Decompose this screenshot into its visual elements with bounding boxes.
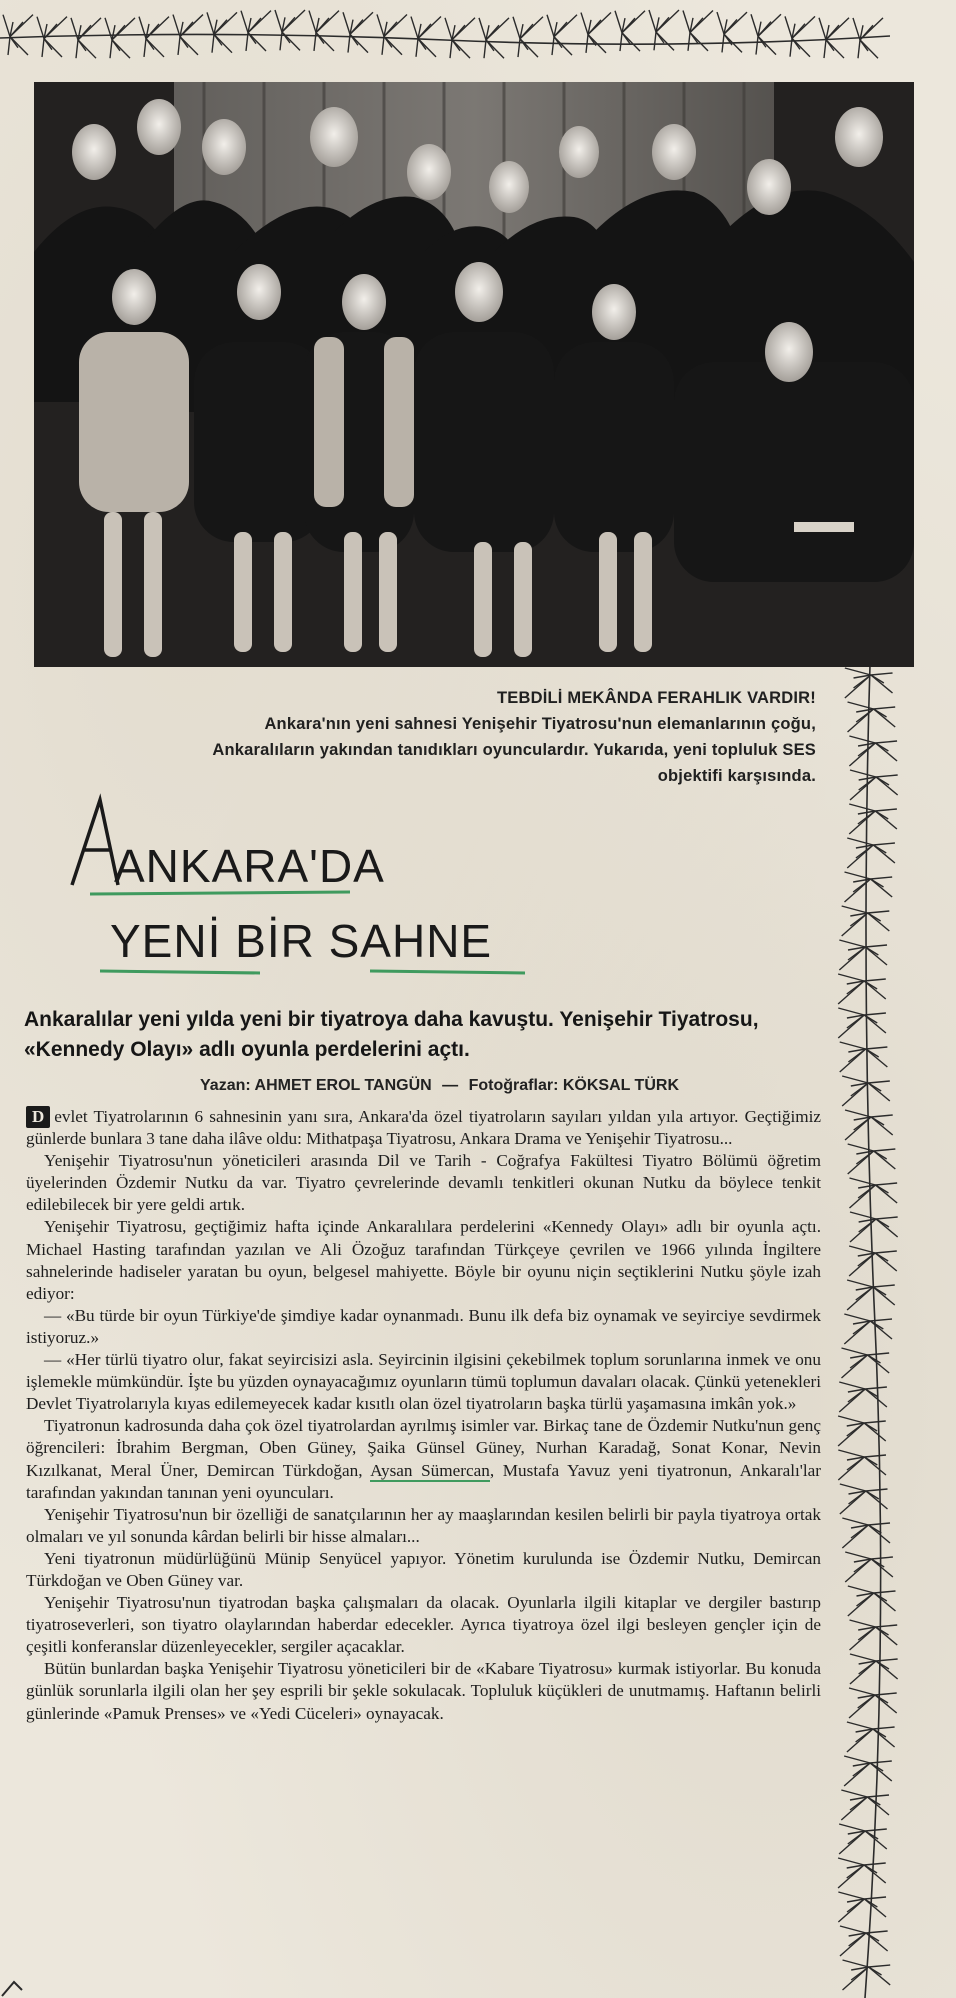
pine-needle (850, 1654, 876, 1661)
pine-needle (845, 675, 871, 698)
paragraph: Yenişehir Tiyatrosu'nun bir özelliği de sanatçılarının her ay maaşlarından kesilen belirli bir payla tiyatroya ortak olmaları ve yıl sonunda kârdan belirli bir hisse almaları... (26, 1504, 821, 1546)
article-body (26, 1106, 821, 1725)
pine-needle (876, 1627, 898, 1645)
pine-needle (840, 1484, 866, 1491)
pine-needle (847, 1722, 873, 1729)
pine-needle (845, 1117, 871, 1140)
photo-caption (176, 685, 816, 789)
pine-needle (838, 1858, 864, 1865)
pine-needle (841, 1790, 867, 1797)
pine-needle (484, 40, 486, 58)
pine-needle (841, 1355, 867, 1378)
pine-needle (554, 15, 577, 37)
pine-needle (418, 39, 436, 57)
pine-needle (849, 804, 875, 811)
pine-needle (384, 14, 407, 36)
pine-needle (309, 11, 316, 33)
pine-needle (841, 1797, 867, 1820)
pine-needle (874, 707, 896, 709)
pine-needle (850, 1661, 876, 1684)
pine-needle (867, 1795, 889, 1797)
pine-needle (860, 40, 878, 58)
pine-needle (845, 668, 871, 675)
pine-needle (849, 743, 875, 766)
pine-needle (864, 1899, 886, 1917)
pine-needle (870, 1763, 892, 1781)
headline-initial-a (72, 800, 118, 885)
pine-needle (844, 1763, 870, 1786)
pine-needle (588, 13, 611, 35)
pine-needle (756, 36, 758, 54)
pine-needle (418, 17, 441, 39)
pine-needle (479, 18, 486, 40)
pine-needle (615, 11, 622, 33)
pine-needle (212, 34, 214, 52)
byline-photos: Fotoğraflar: KÖKSAL TÜRK (468, 1077, 679, 1094)
pine-needle (838, 1450, 864, 1457)
pine-needle (8, 37, 10, 55)
pine-needle (865, 947, 887, 965)
pine-needle (871, 1117, 893, 1135)
pine-needle (847, 1280, 873, 1287)
pine-needle (873, 843, 895, 845)
pine-needle (865, 1387, 887, 1389)
pine-needle (840, 1926, 866, 1933)
pine-needle (871, 1559, 893, 1577)
paragraph: Yenişehir Tiyatrosu'nun tiyatrodan başka çalışmaları da olacak. Oyunlarla ilgili kitaplar ve dergiler bastırıp tiyatroseverleri, son tiyatro olaylarından haberdar edecekler. Ayrıca tiyatroya özel ilgi besleyen gençler için de çeşitli konferanslar düzenleyecekler, sergiler açacaklar. (26, 1593, 821, 1657)
pine-needle (838, 1416, 864, 1423)
pine-needle (10, 37, 28, 55)
pine-needle (350, 12, 373, 34)
pine-needle (841, 1348, 867, 1355)
pine-needle (864, 1865, 886, 1883)
green-underline (370, 971, 525, 973)
pine-needle (868, 1081, 890, 1083)
pine-needle (874, 709, 896, 727)
pine-needle (874, 1149, 896, 1151)
pine-needle (37, 17, 44, 39)
pine-needle (864, 1423, 886, 1441)
pine-needle (875, 743, 897, 761)
byline-separator: — (442, 1077, 459, 1094)
pine-needle (873, 1727, 895, 1729)
pine-needle (656, 32, 674, 50)
pine-needle (867, 1355, 889, 1373)
pine-needle (876, 1219, 898, 1237)
paragraph-text: evlet Tiyatrolarının 6 sahnesinin yanı sıra, Ankara'da özel tiyatroların sayıları yıldan yıla artıyor. Geçtiğimiz günlerde bunlara 3 tane daha ilâve oldu: Mithatpaşa Tiyatrosu, Ankara Drama ve Yenişehir Tiyatrosu... (26, 1107, 821, 1149)
pine-needle (876, 777, 898, 795)
pine-needle (871, 879, 893, 897)
pine-needle (758, 14, 781, 36)
pine-needle (838, 1899, 864, 1922)
pine-needle (866, 1049, 888, 1067)
pine-needle (316, 11, 339, 33)
pine-needle (110, 40, 112, 58)
pine-needle (868, 1525, 890, 1543)
pine-needle (843, 1967, 869, 1990)
pine-needle (870, 1321, 892, 1339)
pine-needle (842, 1083, 868, 1106)
pine-needle (275, 10, 282, 32)
pine-needle (654, 32, 656, 50)
pine-needle (875, 741, 897, 743)
pine-needle (452, 18, 475, 40)
pine-needle (848, 1144, 874, 1151)
pine-needle (849, 811, 875, 834)
pine-needle (845, 1552, 871, 1559)
pine-needle (722, 34, 724, 52)
pine-needle (842, 906, 868, 913)
corner-ornament-icon (0, 1962, 30, 1998)
pine-needle (751, 14, 758, 36)
pine-needle (847, 1729, 873, 1752)
pine-needle (864, 1897, 886, 1899)
pine-needle (842, 913, 868, 936)
pine-needle (839, 1382, 865, 1389)
pine-needle (850, 1627, 876, 1650)
pine-needle (282, 10, 305, 32)
pine-needle (848, 709, 874, 732)
paragraph-text: , Mustafa Yavuz yeni tiyatronun, Ankaralı'lar tarafından yakından tanınan yeni oyuncuları. (26, 1460, 821, 1502)
pine-needle (864, 981, 886, 999)
pine-needle (717, 12, 724, 34)
pine-needle (868, 913, 890, 931)
pine-needle (868, 911, 890, 913)
pine-needle (78, 18, 101, 40)
pine-needle (838, 981, 864, 1004)
pine-needle (842, 1518, 868, 1525)
pine-needle (866, 1047, 888, 1049)
pine-needle (844, 1321, 870, 1344)
pine-needle (144, 39, 146, 57)
paragraph: Yeni tiyatronun müdürlüğünü Münip Senyücel yapıyor. Yönetim kurulunda ise Özdemir Nutku, Demircan Türkdoğan ve Oben Güney var. (26, 1548, 821, 1590)
quote-paragraph: — «Her türlü tiyatro olur, fakat seyircisizi asla. Seyircinin ilgisini çekebilmek toplum sorunlarına inmek ve onu işlemekle mümkündür. İşte bu yüzden oynayacağımız oyunların tümü toplumun davaları olacak. Çünkü yetenekleri Devlet Tiyatrolarıyla kıyas edilemeyecek kadar kısıtlı olan özel tiyatroların başka türlü yaşamasına imkân yok.» (26, 1350, 821, 1414)
pine-needle (547, 15, 554, 37)
pine-border-right (815, 665, 925, 1998)
pine-needle (724, 12, 747, 34)
pine-needle (867, 1353, 889, 1355)
pine-needle (384, 36, 402, 54)
pine-needle (875, 809, 897, 811)
headline-line-1: ANKARA'DA (114, 840, 385, 892)
pine-needle (865, 1831, 887, 1849)
pine-needle (864, 1421, 886, 1423)
drop-cap: D (26, 1106, 50, 1128)
pine-needle (871, 673, 893, 675)
pine-needle (871, 675, 893, 693)
pine-needles (838, 668, 898, 1990)
pine-needle (112, 18, 135, 40)
pine-needle (649, 10, 656, 32)
pine-needle (518, 39, 520, 57)
pine-needle (173, 15, 180, 37)
pine-needle (445, 18, 452, 40)
pine-border-top (0, 0, 890, 72)
pine-needle (248, 11, 271, 33)
pine-needle (848, 1586, 874, 1593)
pine-needle (839, 940, 865, 947)
pine-needle (486, 18, 509, 40)
pine-needle (866, 1491, 888, 1509)
pine-needle (581, 13, 588, 35)
pine-needle (843, 1960, 869, 1967)
pine-needle (849, 1178, 875, 1185)
pine-needle (178, 37, 180, 55)
pine-needle (858, 40, 860, 58)
paragraph (26, 1415, 821, 1503)
pine-needle (864, 1015, 886, 1033)
pine-needle (683, 10, 690, 32)
pine-needle (848, 1593, 874, 1616)
group-photo (34, 82, 914, 667)
pine-needle (867, 1797, 889, 1815)
green-underline (90, 892, 350, 894)
pine-needle (819, 18, 826, 40)
pine-needle (873, 845, 895, 863)
pine-needle (214, 12, 237, 34)
pine-needle (864, 1455, 886, 1457)
pine-needle (845, 1559, 871, 1582)
caption-text: Ankara'nın yeni sahnesi Yenişehir Tiyatrosu'nun elemanlarının çoğu, Ankaralıların yakından tanıdıkları oyunculardır. Yukarıda, yeni topluluk SES objektifi karşısında. (212, 715, 816, 785)
pine-needle (847, 1287, 873, 1310)
pine-needle (838, 1865, 864, 1888)
pine-needle (839, 947, 865, 970)
pine-needle (850, 1212, 876, 1219)
pine-needle (869, 1965, 891, 1967)
paragraph: Yenişehir Tiyatrosu, geçtiğimiz hafta içinde Ankaralılara perdelerini «Kennedy Olayı» adlı bir oyunla açtı. Michael Hasting tarafından yazılan ve Ali Özoğuz tarafından Türkçeye çevrilen ve 1966 yılında İngiltere sahnelerinde hadiseler yaratan bu oyun, belgesel mahiyette. Böyle bir oyunu niçin seçtiklerini Nutku şöyle izah ediyor: (26, 1217, 821, 1303)
pine-needle (873, 1287, 895, 1305)
quote-paragraph: — «Bu türde bir oyun Türkiye'de şimdiye kadar oynanmadı. Bunu ilk defa biz oynamak ve seyirciye sevdirmek istiyoruz.» (26, 1305, 821, 1347)
pine-needle (875, 1183, 897, 1185)
pine-needle (864, 1863, 886, 1865)
headline-line-2: YENİ BİR SAHNE (110, 915, 493, 967)
pine-needle (146, 39, 164, 57)
byline-author: Yazan: AHMET EROL TANGÜN (200, 1077, 432, 1094)
pine-needle (876, 775, 898, 777)
pine-needle (838, 1423, 864, 1446)
pine-needle (839, 1389, 865, 1412)
pine-needle (214, 34, 232, 52)
pine-needle (875, 1185, 897, 1203)
pine-needle (78, 40, 96, 58)
pine-needle (688, 32, 690, 50)
pine-needle (112, 40, 130, 58)
pine-needle (513, 17, 520, 39)
pine-needle (868, 1523, 890, 1525)
pine-needle (838, 1457, 864, 1480)
paragraph-text: Tiyatronun kadrosunda daha çok özel tiyatrolardan ayrılmış isimler var. Birkaç tane de Özdemir Nutku'nun genç öğrencileri: İbrahim Bergman, Oben Güney, Şaika Günsel Güney, Nurhan Karadağ, Sonat Konar, Nevin Kızılkanat, Meral Üner, Demircan Türkdoğan, (26, 1416, 821, 1480)
pine-needle (785, 16, 792, 38)
pine-needle (870, 1761, 892, 1763)
pine-needle (850, 1620, 876, 1627)
pine-needle (656, 10, 679, 32)
pine-needle (452, 40, 470, 58)
pine-needle (874, 1593, 896, 1611)
pine-needle (842, 1076, 868, 1083)
pine-needle (853, 18, 860, 40)
pine-needle (838, 1008, 864, 1015)
pine-needle (450, 40, 452, 58)
pine-needle (849, 1688, 875, 1695)
pine-needle (864, 979, 886, 981)
pine-needle (620, 33, 622, 51)
pine-needle (844, 1756, 870, 1763)
pine-needle (416, 39, 418, 57)
pine-needle (622, 33, 640, 51)
pine-needle (826, 40, 844, 58)
pine-needle (758, 36, 776, 54)
pine-needle (842, 1525, 868, 1548)
pine-needle (180, 15, 203, 37)
pine-needle (876, 1625, 898, 1627)
pine-needle (844, 1314, 870, 1321)
pine-needle (690, 10, 713, 32)
pine-needle (622, 11, 645, 33)
pine-needle (866, 1489, 888, 1491)
pine-needle (44, 39, 62, 57)
pine-needle (824, 40, 826, 58)
byline (200, 1077, 820, 1095)
pine-needle (871, 877, 893, 879)
pine-needle (42, 39, 44, 57)
pine-needle (838, 1015, 864, 1038)
pine-needle (849, 1695, 875, 1718)
paragraph: Yenişehir Tiyatrosu'nun yöneticileri arasında Dil ve Tarih - Coğrafya Fakültesi Tiyatro Bölümü öğretim üyelerinden Özdemir Nutku da var. Tiyatro çevrelerinde devamlı tenkitleri okunan Nutku da böylece tenkit edilebilecek bir yere geldi artık. (26, 1151, 821, 1215)
pine-needle (792, 16, 815, 38)
pine-needle (10, 15, 33, 37)
pine-needle (382, 36, 384, 54)
pine-needle (847, 838, 873, 845)
pine-needle (840, 1042, 866, 1049)
pine-needle (840, 1491, 866, 1514)
pine-needle (76, 40, 78, 58)
pine-needle (840, 1049, 866, 1072)
pine-needle (864, 1457, 886, 1475)
pine-needle (847, 845, 873, 868)
pine-needle (850, 770, 876, 777)
pine-needle (3, 15, 10, 37)
headline-lettering (70, 790, 590, 980)
pine-needle (875, 811, 897, 829)
pine-needle (105, 18, 112, 40)
pine-needle (207, 12, 214, 34)
pine-needle (871, 1557, 893, 1559)
green-underline (100, 971, 260, 973)
pine-needle (875, 1693, 897, 1695)
pine-needle (876, 1217, 898, 1219)
pine-needle (850, 777, 876, 800)
pine-needle (411, 17, 418, 39)
paragraph (26, 1106, 821, 1150)
pine-needle (865, 1829, 887, 1831)
pine-needle (554, 37, 572, 55)
photo-icon (34, 82, 914, 667)
pine-needle (875, 1251, 897, 1253)
pine-needle (875, 1253, 897, 1271)
pine-needle (552, 37, 554, 55)
paragraph: Bütün bunlardan başka Yenişehir Tiyatrosu yöneticileri bir de «Kabare Tiyatrosu» kurmak istiyorlar. Bu konuda günlük sorunlarla ilgili olan her şey esprili bir şekle sokulacak. Topluluk küçükleri de unutmamış. Haftanın belirli günlerinde «Pamuk Prenses» ve «Yedi Cüceleri» oynayacak. (26, 1659, 821, 1723)
pine-needle (839, 1831, 865, 1854)
pine-needle (840, 1933, 866, 1956)
pine-needle (826, 18, 849, 40)
article-headline (70, 790, 590, 980)
article-lead: Ankaralılar yeni yılda yeni bir tiyatroya daha kavuştu. Yenişehir Tiyatrosu, «Kennedy Olayı» adlı oyunla perdelerini açtı. (24, 1008, 759, 1061)
pine-needle (874, 1151, 896, 1169)
pine-needle (873, 1285, 895, 1287)
pine-needle (849, 1185, 875, 1208)
pine-needle (343, 12, 350, 34)
pine-needle (849, 736, 875, 743)
pine-needle (868, 1083, 890, 1101)
pine-needle (241, 11, 248, 33)
pine-needle (377, 14, 384, 36)
underlined-name: Aysan Sümercan (370, 1460, 490, 1480)
pine-needle (874, 1591, 896, 1593)
pine-needle (520, 39, 538, 57)
pine-needle (870, 1319, 892, 1321)
pine-needle (180, 37, 198, 55)
pine-needle (838, 974, 864, 981)
pine-needle (520, 17, 543, 39)
pine-needle (865, 945, 887, 947)
pine-needle (869, 1967, 891, 1985)
caption-title: TEBDİLİ MEKÂNDA FERAHLIK VARDIR! (497, 689, 816, 707)
pine-needle (864, 1013, 886, 1015)
pine-needle (873, 1729, 895, 1747)
pine-needle (871, 1115, 893, 1117)
pine-needle (865, 1389, 887, 1407)
pine-needle (690, 32, 708, 50)
pine-needle (839, 1824, 865, 1831)
pine-needle (849, 1253, 875, 1276)
pine-needle (838, 1892, 864, 1899)
pine-needle (586, 35, 588, 53)
